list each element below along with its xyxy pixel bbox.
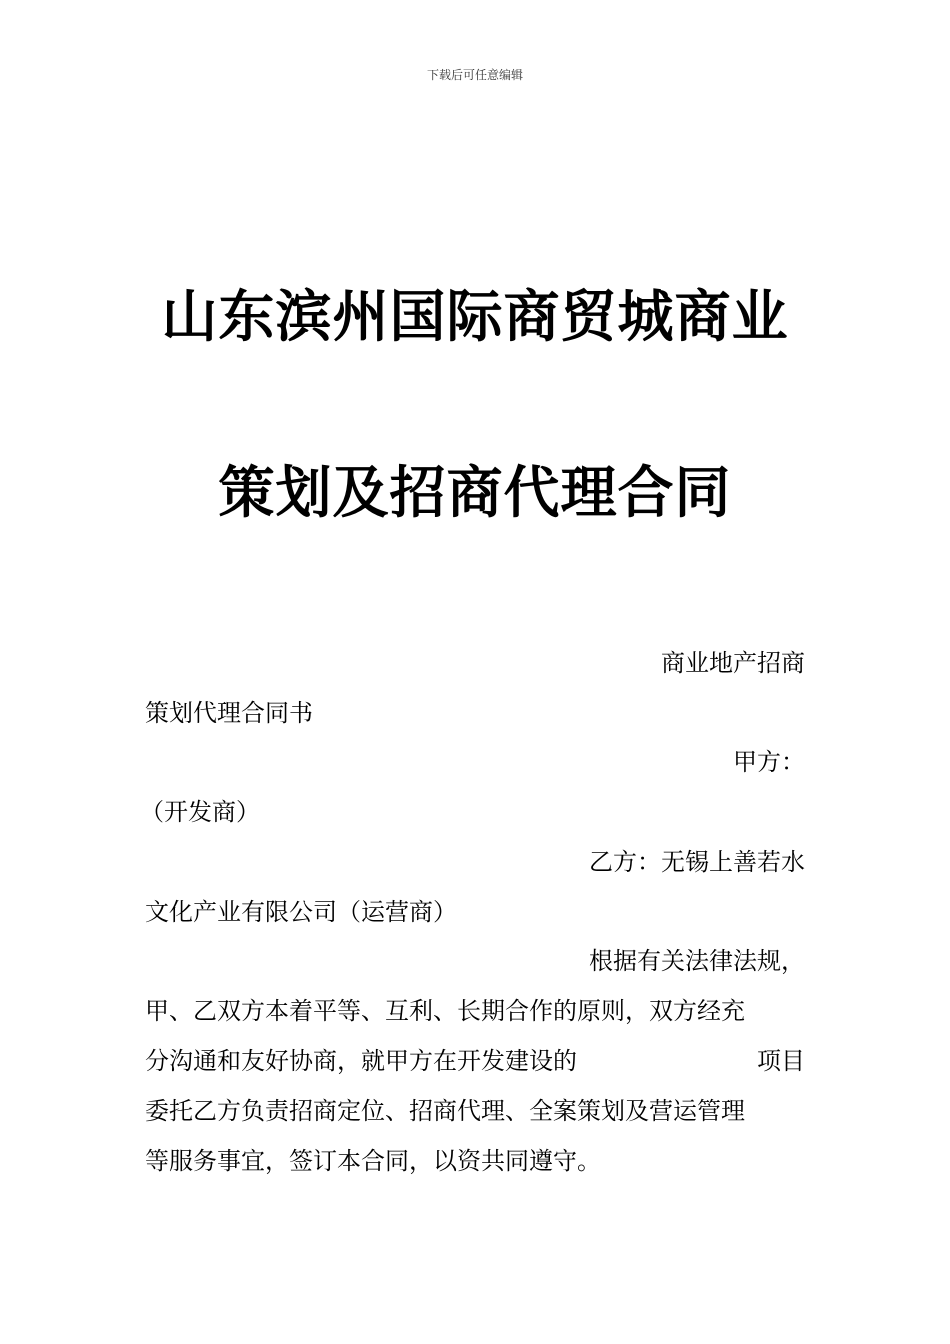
party-b-part-2: 文化产业有限公司（运营商） [145, 898, 457, 926]
party-a-label: 甲方： [733, 748, 805, 776]
preamble-line-3-left: 分沟通和友好协商，就甲方在开发建设的 [145, 1047, 577, 1075]
party-b-part-1: 乙方：无锡上善若水 [589, 848, 805, 876]
preamble-line-5: 等服务事宜，签订本合同，以资共同遵守。 [145, 1147, 601, 1175]
document-title-line-1: 山东滨州国际商贸城商业 [161, 285, 789, 350]
preamble-line-3-right: 项目 [757, 1047, 805, 1075]
preamble-line-4: 委托乙方负责招商定位、招商代理、全案策划及营运管理 [145, 1097, 745, 1125]
contract-subtitle-part-2: 策划代理合同书 [145, 699, 313, 727]
header-note: 下载后可任意编辑 [426, 68, 523, 82]
preamble-line-1: 根据有关法律法规， [589, 947, 805, 975]
preamble-line-3 [145, 1046, 805, 1076]
document-title-line-2: 策划及招商代理合同 [218, 461, 732, 526]
contract-subtitle-part-1: 商业地产招商 [661, 649, 805, 677]
preamble-line-2: 甲、乙双方本着平等、互利、长期合作的原则，双方经充 [145, 997, 745, 1025]
party-a-role: （开发商） [140, 798, 260, 826]
